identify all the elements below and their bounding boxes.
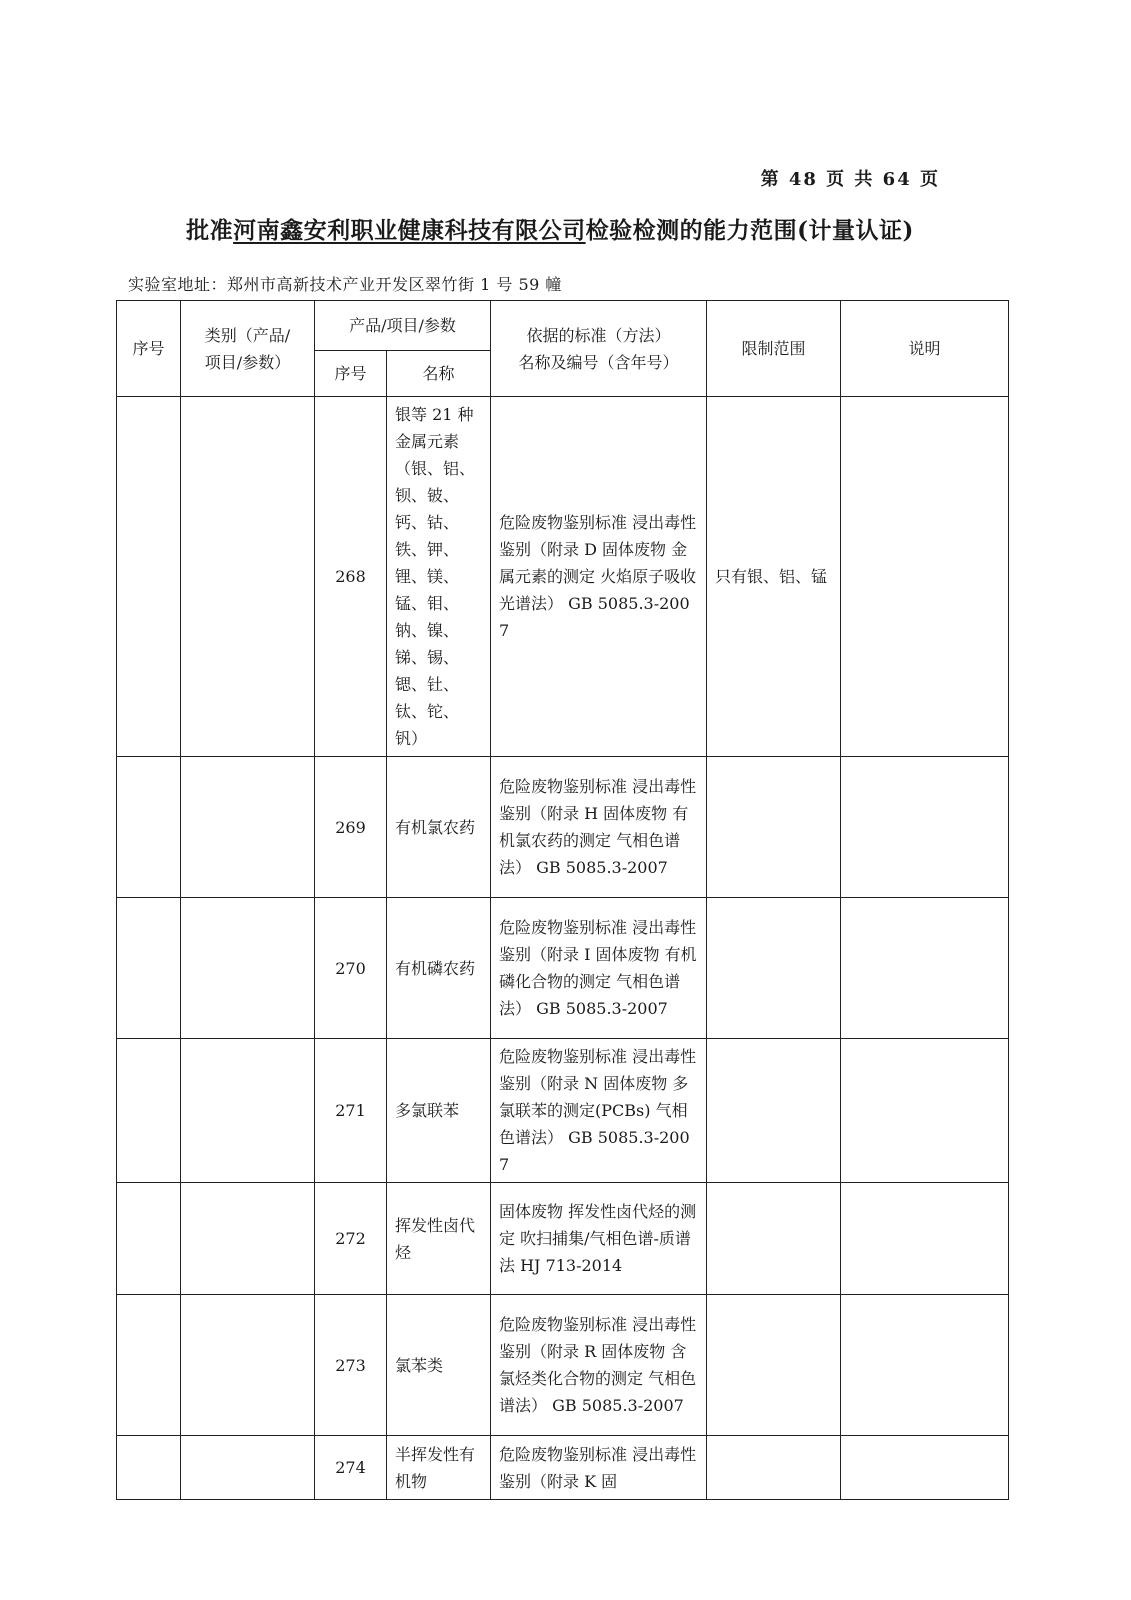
- row-limit: [707, 898, 841, 1039]
- table-row: [117, 1039, 1009, 1183]
- table-row: [117, 1436, 1009, 1500]
- row-sub-seq: 268: [315, 397, 387, 757]
- row-sub-seq: 269: [315, 757, 387, 898]
- scope-table: [116, 300, 1009, 1500]
- row-limit: 只有银、铝、锰: [707, 397, 841, 757]
- row-note: [841, 757, 1009, 898]
- row-seq: [117, 1436, 181, 1500]
- header-category: [181, 301, 315, 397]
- row-note: [841, 1183, 1009, 1295]
- row-note: [841, 1295, 1009, 1436]
- header-sub-name: 名称: [387, 351, 491, 397]
- row-name: 半挥发性有机物: [387, 1436, 491, 1500]
- row-limit: [707, 1295, 841, 1436]
- row-sub-seq: 273: [315, 1295, 387, 1436]
- title-suffix: 检验检测的能力范围(计量认证): [585, 217, 914, 244]
- row-name: 挥发性卤代烃: [387, 1183, 491, 1295]
- row-standard: 危险废物鉴别标准 浸出毒性鉴别（附录 K 固: [491, 1436, 707, 1500]
- table-row: [117, 1183, 1009, 1295]
- header-standard: [491, 301, 707, 397]
- row-limit: [707, 1183, 841, 1295]
- row-standard: 危险废物鉴别标准 浸出毒性鉴别（附录 D 固体废物 金属元素的测定 火焰原子吸收光谱法） GB 5085.3-2007: [491, 397, 707, 757]
- row-seq: [117, 1183, 181, 1295]
- row-seq: [117, 898, 181, 1039]
- header-category-line1: 类别（产品/: [204, 325, 291, 345]
- row-name: 多氯联苯: [387, 1039, 491, 1183]
- header-limit: 限制范围: [707, 301, 841, 397]
- header-sub-seq: 序号: [315, 351, 387, 397]
- row-limit: [707, 1039, 841, 1183]
- page-number: 第 48 页 共 64 页: [760, 169, 940, 190]
- row-sub-seq: 271: [315, 1039, 387, 1183]
- row-category: [181, 1039, 315, 1183]
- row-category: [181, 1436, 315, 1500]
- row-limit: [707, 757, 841, 898]
- row-sub-seq: 274: [315, 1436, 387, 1500]
- table-row: [117, 898, 1009, 1039]
- header-seq: 序号: [117, 301, 181, 397]
- header-standard-line2: 名称及编号（含年号）: [518, 352, 679, 372]
- row-name: 有机磷农药: [387, 898, 491, 1039]
- row-standard: 危险废物鉴别标准 浸出毒性鉴别（附录 H 固体废物 有机氯农药的测定 气相色谱法） GB 5085.3-2007: [491, 757, 707, 898]
- table-row: [117, 1295, 1009, 1436]
- row-standard: 固体废物 挥发性卤代烃的测定 吹扫捕集/气相色谱-质谱法 HJ 713-2014: [491, 1183, 707, 1295]
- table-row: [117, 397, 1009, 757]
- row-standard: 危险废物鉴别标准 浸出毒性鉴别（附录 I 固体废物 有机磷化合物的测定 气相色谱法） GB 5085.3-2007: [491, 898, 707, 1039]
- title-prefix: 批准: [186, 217, 234, 244]
- row-sub-seq: 272: [315, 1183, 387, 1295]
- header-category-line2: 项目/参数）: [204, 352, 291, 372]
- header-product-group: 产品/项目/参数: [315, 301, 491, 351]
- row-name: 银等 21 种金属元素（银、铝、钡、铍、钙、钴、铁、钾、锂、镁、锰、钼、钠、镍、锑、锡、锶、钍、钛、铊、钒）: [387, 397, 491, 757]
- row-name: 氯苯类: [387, 1295, 491, 1436]
- row-seq: [117, 757, 181, 898]
- row-standard: 危险废物鉴别标准 浸出毒性鉴别（附录 N 固体废物 多氯联苯的测定(PCBs) 气相色谱法） GB 5085.3-2007: [491, 1039, 707, 1183]
- row-note: [841, 1039, 1009, 1183]
- row-category: [181, 1295, 315, 1436]
- row-limit: [707, 1436, 841, 1500]
- title-organization: 河南鑫安利职业健康科技有限公司: [233, 217, 586, 244]
- row-category: [181, 898, 315, 1039]
- row-sub-seq: 270: [315, 898, 387, 1039]
- header-note: 说明: [841, 301, 1009, 397]
- lab-address: 实验室地址：郑州市高新技术产业开发区翠竹街 1 号 59 幢: [128, 275, 562, 294]
- row-name: 有机氯农药: [387, 757, 491, 898]
- row-seq: [117, 1295, 181, 1436]
- row-note: [841, 898, 1009, 1039]
- row-note: [841, 397, 1009, 757]
- row-standard: 危险废物鉴别标准 浸出毒性鉴别（附录 R 固体废物 含氯烃类化合物的测定 气相色谱法） GB 5085.3-2007: [491, 1295, 707, 1436]
- row-category: [181, 757, 315, 898]
- table-body: [117, 397, 1009, 1500]
- header-standard-line1: 依据的标准（方法）: [526, 325, 671, 345]
- table-header: [117, 301, 1009, 397]
- document-title: [130, 212, 970, 245]
- row-seq: [117, 1039, 181, 1183]
- row-category: [181, 1183, 315, 1295]
- row-seq: [117, 397, 181, 757]
- table-row: [117, 757, 1009, 898]
- row-category: [181, 397, 315, 757]
- row-note: [841, 1436, 1009, 1500]
